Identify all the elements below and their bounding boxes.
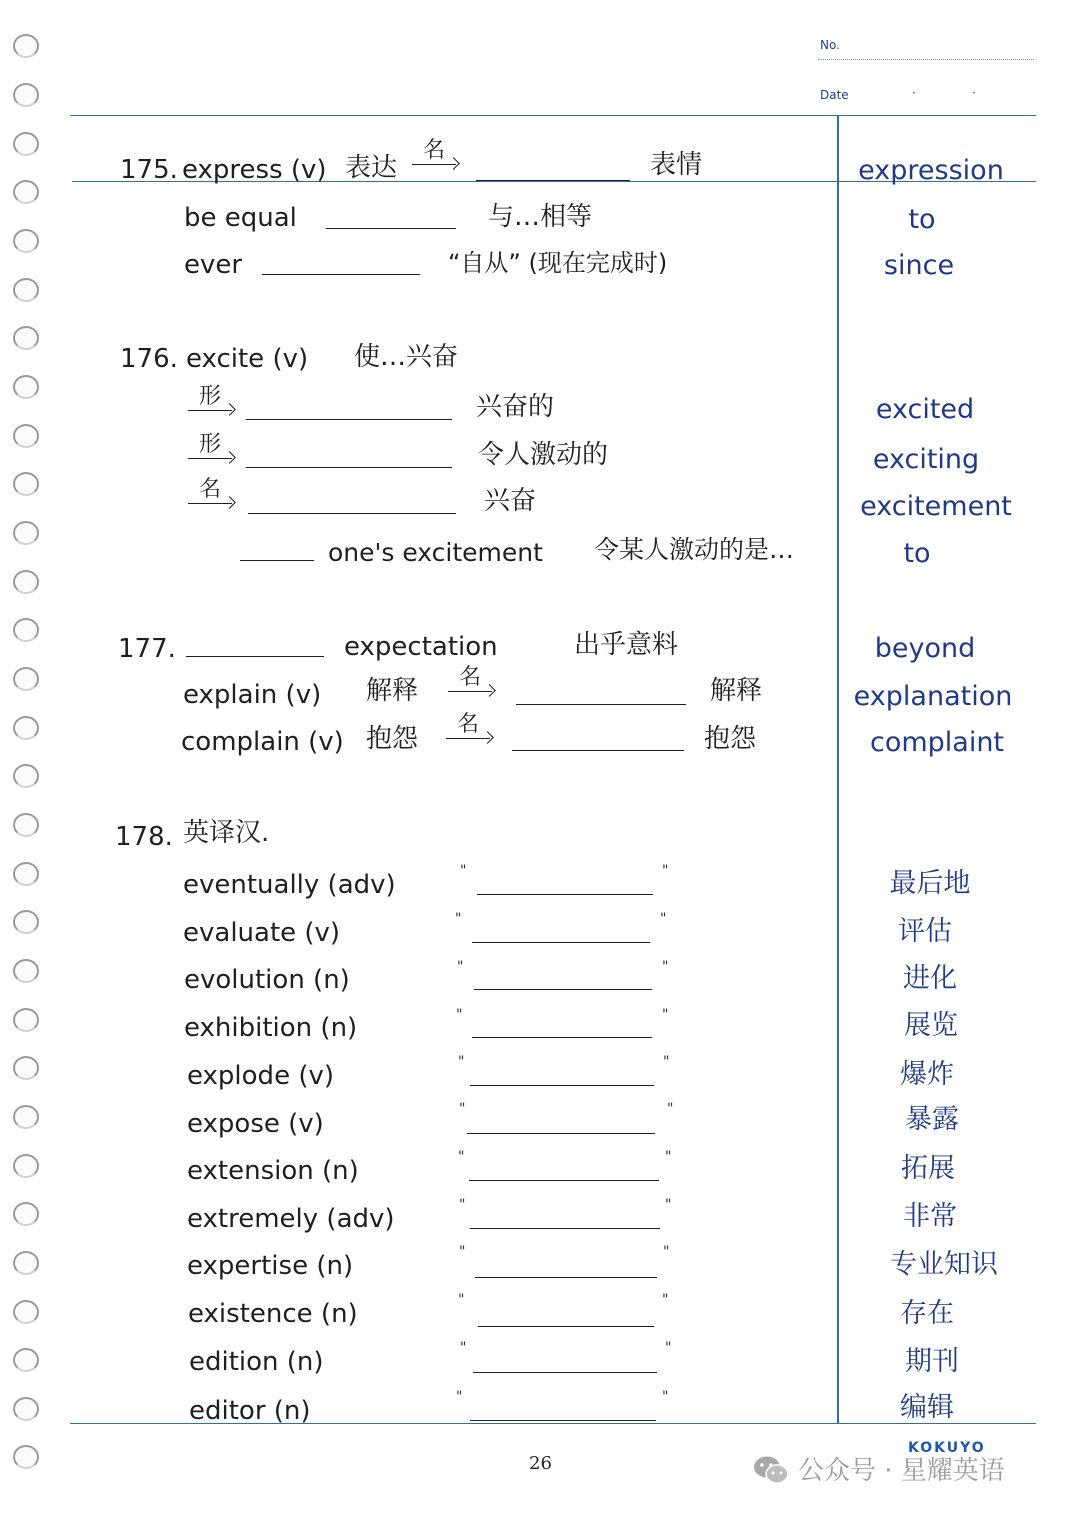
arrow-label: 名 [422,138,445,163]
vocab-word: extension (n) [187,1156,359,1186]
item-175-row2-meaning: 与…相等 [488,202,593,232]
open-quote-mark: " [459,1101,466,1117]
answer-176-3: excitement [860,491,1012,522]
open-quote-mark: " [455,911,462,927]
open-quote-mark: " [458,1054,465,1070]
close-quote-mark: " [665,1197,672,1213]
item-176-row4-meaning: 令某人激动的是… [594,535,795,564]
date-label: Date [820,88,849,102]
binder-ring [13,424,39,448]
answer-blank[interactable] [516,704,686,705]
item-176-row1-arrow [188,386,232,411]
answer-blank[interactable] [246,467,452,468]
close-quote-mark: " [667,1101,674,1117]
item-176-row3-meaning: 兴奋 [484,486,537,516]
item-175-row3-word: ever [184,250,243,280]
item-175-word: express (v) [182,155,327,185]
answer-178-12: 编辑 [900,1392,954,1423]
answer-blank[interactable] [248,513,456,514]
item-175-row3-meaning: “自从” (现在完成时) [448,249,668,277]
arrow-icon [188,410,232,411]
binder-ring [13,375,39,399]
answer-175-1: expression [858,155,1004,186]
item-176-number: 176. [120,344,178,374]
binder-ring [13,1397,39,1421]
answer-column-divider [837,115,839,1423]
item-175-arrow [412,140,456,165]
binder-ring [13,229,39,253]
answer-178-3: 进化 [903,963,957,994]
answer-blank[interactable] [470,1085,654,1086]
close-quote-mark: " [663,1244,670,1260]
open-quote-mark: " [459,1197,466,1213]
vocab-word: evolution (n) [184,965,350,995]
binder-ring [13,1202,39,1226]
open-quote-mark: " [459,1244,466,1260]
answer-blank[interactable] [476,180,630,181]
binder-ring [13,862,39,886]
answer-177-3: complaint [869,727,1005,758]
wechat-icon [752,1455,790,1485]
answer-blank[interactable] [474,989,652,990]
answer-175-2: to [908,204,936,235]
no-dotted-line [818,59,1034,60]
answer-blank[interactable] [246,419,452,420]
date-dot: · [972,86,976,100]
item-177-number: 177. [118,634,176,664]
binder-ring [13,1251,39,1275]
binder-ring [13,83,39,107]
item-176-row4-word: one's excitement [328,538,543,567]
item-177-row3-word: complain (v) [181,727,344,757]
arrow-icon [446,738,490,739]
answer-178-9: 专业知识 [890,1249,998,1280]
item-177-row2-word: explain (v) [183,680,322,710]
vocab-word: explode (v) [187,1061,334,1091]
item-177-word: expectation [344,632,498,662]
item-176-cn: 使…兴奋 [354,342,459,372]
open-quote-mark: " [458,1149,465,1165]
answer-blank[interactable] [470,1228,660,1229]
item-176-row2-meaning: 令人激动的 [478,440,609,470]
open-quote-mark: " [460,863,467,879]
answer-blank[interactable] [477,894,653,895]
watermark-text: 公众号 · 星耀英语 [798,1456,1005,1486]
answer-blank[interactable] [478,1326,654,1327]
open-quote-mark: " [460,1340,467,1356]
binder-ring [13,1056,39,1080]
close-quote-mark: " [663,1054,670,1070]
answer-blank[interactable] [473,1372,657,1373]
binder-ring [13,764,39,788]
item-176-row2-arrow [188,434,232,459]
item-177-row2-meaning: 解释 [710,676,763,706]
close-quote-mark: " [662,1007,669,1023]
open-quote-mark: " [457,959,464,975]
answer-blank[interactable] [467,1133,655,1134]
arrow-label: 名 [198,477,221,502]
binder-ring [13,618,39,642]
close-quote-mark: " [662,1389,669,1405]
item-175-number: 175. [120,155,178,185]
answer-blank[interactable] [475,1277,657,1278]
answer-176-1: excited [875,394,975,425]
close-quote-mark: " [660,911,667,927]
item-178-number: 178. [115,822,173,852]
item-175-cn: 表达 [345,153,398,183]
binder-ring [13,1445,39,1469]
item-177-row2-arrow [448,667,492,692]
answer-178-2: 评估 [898,916,952,947]
answer-178-5: 爆炸 [900,1059,954,1090]
binder-ring [13,180,39,204]
answer-177-2: explanation [853,681,1013,712]
open-quote-mark: " [456,1007,463,1023]
close-quote-mark: " [662,863,669,879]
binder-ring [13,326,39,350]
item-178-title: 英译汉. [183,818,270,848]
answer-176-4: to [903,538,931,569]
arrow-label: 名 [456,712,479,737]
vocab-word: edition (n) [189,1347,324,1377]
binder-ring [13,1008,39,1032]
binder-ring [13,521,39,545]
binder-ring [13,716,39,740]
close-quote-mark: " [665,1340,672,1356]
item-177-row3-meaning: 抱怨 [704,724,757,754]
answer-176-2: exciting [872,444,980,475]
vocab-word: expertise (n) [187,1251,354,1281]
date-dot: · [912,86,916,100]
item-177-row2-cn: 解释 [366,676,419,706]
binder-ring [13,813,39,837]
vocab-word: eventually (adv) [183,870,396,900]
answer-blank[interactable] [472,942,650,943]
arrow-label: 形 [198,432,221,457]
vocab-word: evaluate (v) [183,918,341,948]
vocab-word: exhibition (n) [184,1013,358,1043]
answer-blank[interactable] [512,750,684,751]
answer-blank[interactable] [326,228,456,229]
item-177-row3-cn: 抱怨 [366,724,419,754]
answer-blank[interactable] [472,1037,652,1038]
close-quote-mark: " [665,1149,672,1165]
binder-ring [13,34,39,58]
item-175-meaning: 表情 [650,150,703,180]
item-177-cn: 出乎意料 [574,630,679,660]
binder-ring [13,667,39,691]
item-175-row2-word: be equal [184,203,297,233]
binder-ring [13,1348,39,1372]
answer-177-1: beyond [874,633,976,664]
answer-blank[interactable] [240,560,314,561]
open-quote-mark: " [458,1292,465,1308]
answer-178-4: 展览 [904,1010,958,1041]
binder-ring [13,570,39,594]
arrow-label: 形 [198,384,221,409]
answer-175-3: since [883,250,955,281]
answer-blank[interactable] [262,274,420,275]
vocab-word: editor (n) [189,1396,311,1426]
binder-ring [13,278,39,302]
answer-178-8: 非常 [903,1201,957,1232]
arrow-icon [412,164,456,165]
answer-blank[interactable] [469,1180,659,1181]
top-rule [70,115,1036,116]
brand-logo: KOKUYO [908,1440,986,1456]
item-177-row3-arrow [446,714,490,739]
arrow-icon [188,503,232,504]
vocab-word: expose (v) [187,1109,324,1139]
item-176-row3-arrow [188,479,232,504]
item-176-word: excite (v) [186,344,309,374]
binder-ring [13,1300,39,1324]
item-176-row1-meaning: 兴奋的 [476,392,555,422]
page-number: 26 [529,1453,552,1474]
binder-ring [13,1105,39,1129]
binder-ring [13,472,39,496]
vocab-word: extremely (adv) [187,1204,395,1234]
answer-178-10: 存在 [900,1298,954,1329]
binder-ring [13,959,39,983]
arrow-label: 名 [458,665,481,690]
no-label: No. [820,38,840,52]
answer-blank[interactable] [186,656,324,657]
answer-178-6: 暴露 [905,1104,959,1135]
binder-ring [13,910,39,934]
arrow-icon [188,458,232,459]
arrow-icon [448,691,492,692]
binder-ring [13,1154,39,1178]
answer-178-1: 最后地 [889,868,971,899]
answer-178-11: 期刊 [905,1346,959,1377]
open-quote-mark: " [456,1389,463,1405]
close-quote-mark: " [662,959,669,975]
answer-178-7: 拓展 [901,1153,955,1184]
binder-ring [13,132,39,156]
vocab-word: existence (n) [188,1299,358,1329]
close-quote-mark: " [662,1292,669,1308]
answer-blank[interactable] [470,1420,656,1421]
